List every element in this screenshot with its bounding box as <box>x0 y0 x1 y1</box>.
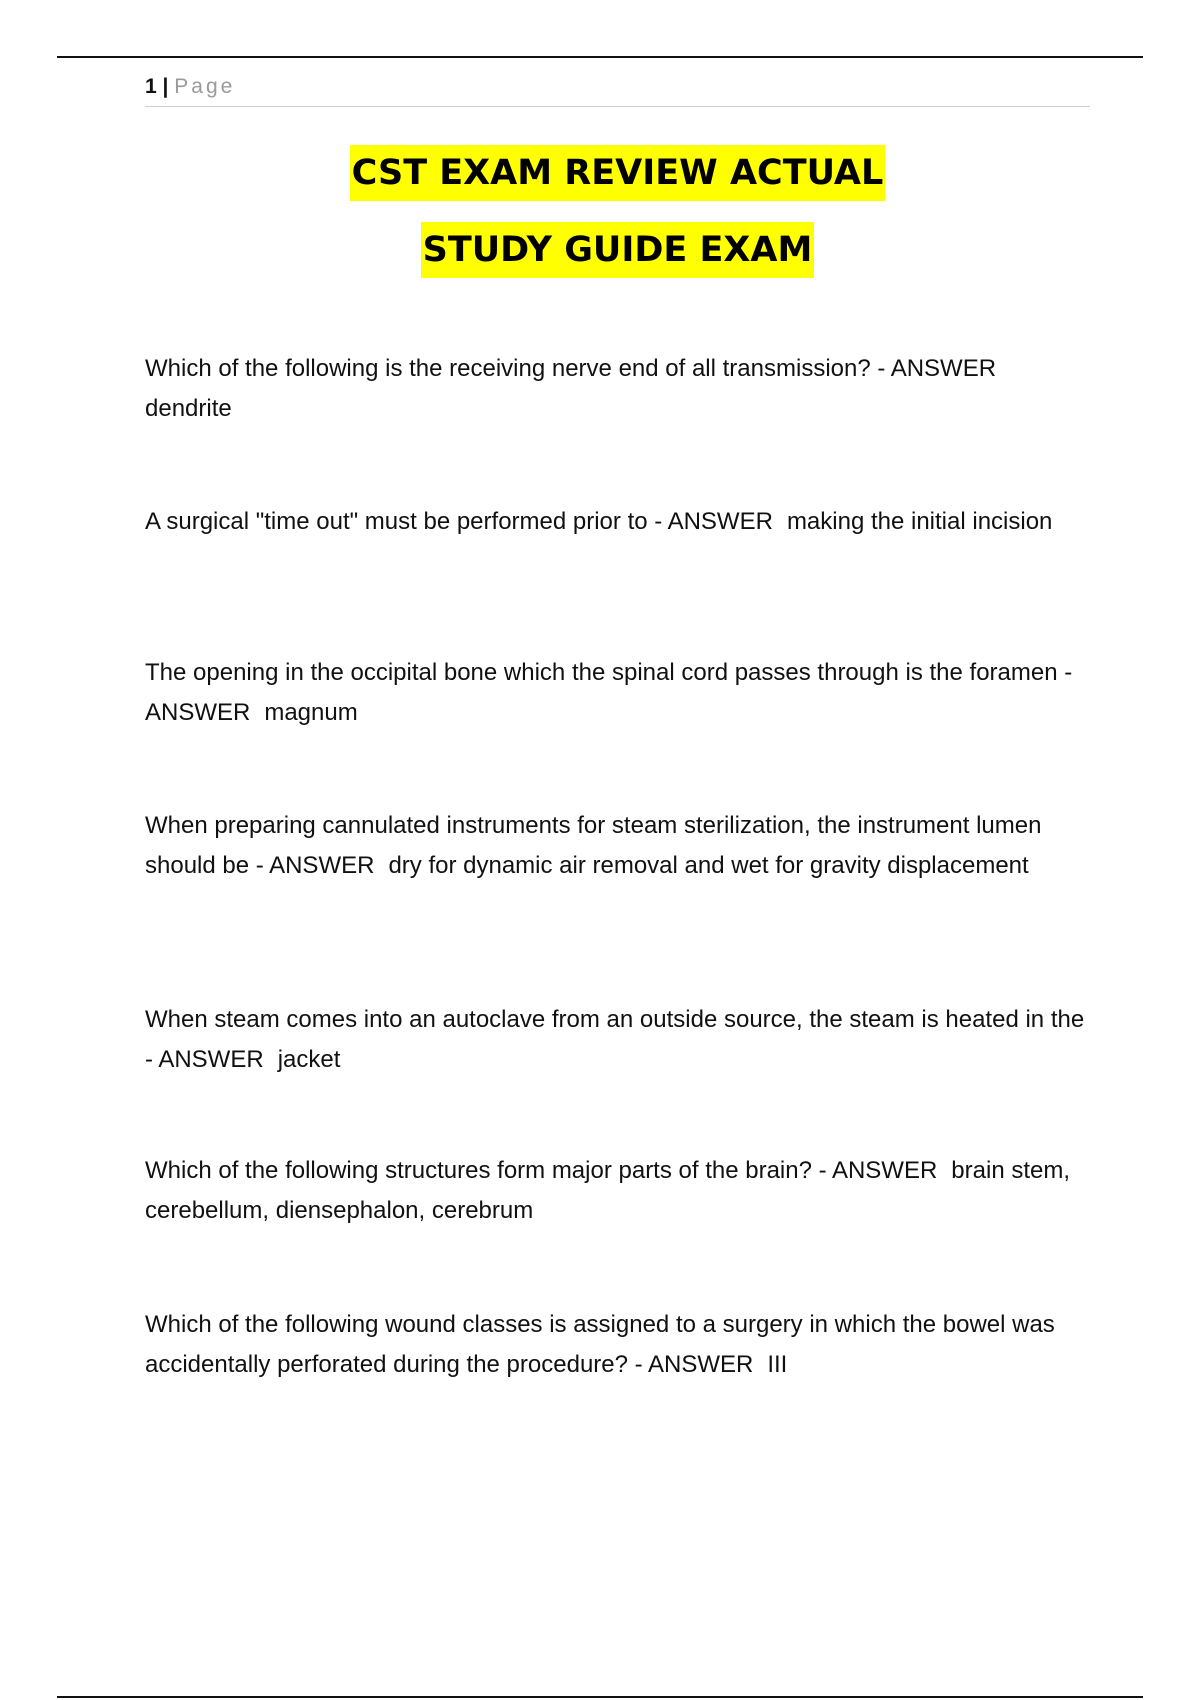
qa-item <box>145 349 1090 429</box>
title-line-2-wrap <box>145 222 1090 278</box>
page-header <box>145 74 1090 107</box>
answer-text: magnum <box>264 699 358 726</box>
title-line-2: STUDY GUIDE EXAM <box>421 222 815 278</box>
title-line-1: CST EXAM REVIEW ACTUAL <box>350 145 886 201</box>
page-label: Page <box>174 75 236 98</box>
question-text: Which of the following wound classes is assigned to a surgery in which the bowel was accidentally perforated during the procedure? - ANSWER <box>145 1311 1055 1378</box>
answer-text: dendrite <box>145 395 232 422</box>
answer-text: brain stem, cerebellum, diensephalon, cerebrum <box>145 1157 1071 1224</box>
qa-item <box>145 653 1090 733</box>
answer-text: dry for dynamic air removal and wet for gravity displacement <box>388 852 1029 879</box>
top-rule <box>57 56 1143 58</box>
question-text: When preparing cannulated instruments for steam sterilization, the instrument lumen should be - ANSWER <box>145 812 1042 879</box>
qa-item <box>145 502 1090 542</box>
document-title <box>145 145 1090 278</box>
qa-item <box>145 806 1090 886</box>
title-line-1-wrap <box>145 145 1090 201</box>
answer-text: jacket <box>277 1046 341 1073</box>
answer-text: III <box>767 1351 788 1378</box>
answer-text: making the initial incision <box>786 508 1053 535</box>
question-text: Which of the following structures form major parts of the brain? - ANSWER <box>145 1157 938 1184</box>
question-text: The opening in the occipital bone which the spinal cord passes through is the foramen - ANSWER <box>145 659 1073 726</box>
bottom-rule <box>57 1696 1143 1698</box>
qa-item <box>145 1151 1090 1231</box>
question-text: When steam comes into an autoclave from an outside source, the steam is heated in the - ANSWER <box>145 1006 1085 1073</box>
question-text: Which of the following is the receiving nerve end of all transmission? - ANSWER <box>145 355 997 382</box>
qa-item <box>145 1000 1090 1080</box>
page-separator: | <box>162 75 169 98</box>
page-number: 1 <box>145 75 157 98</box>
qa-item <box>145 1305 1090 1385</box>
question-text: A surgical "time out" must be performed prior to - ANSWER <box>145 508 773 535</box>
